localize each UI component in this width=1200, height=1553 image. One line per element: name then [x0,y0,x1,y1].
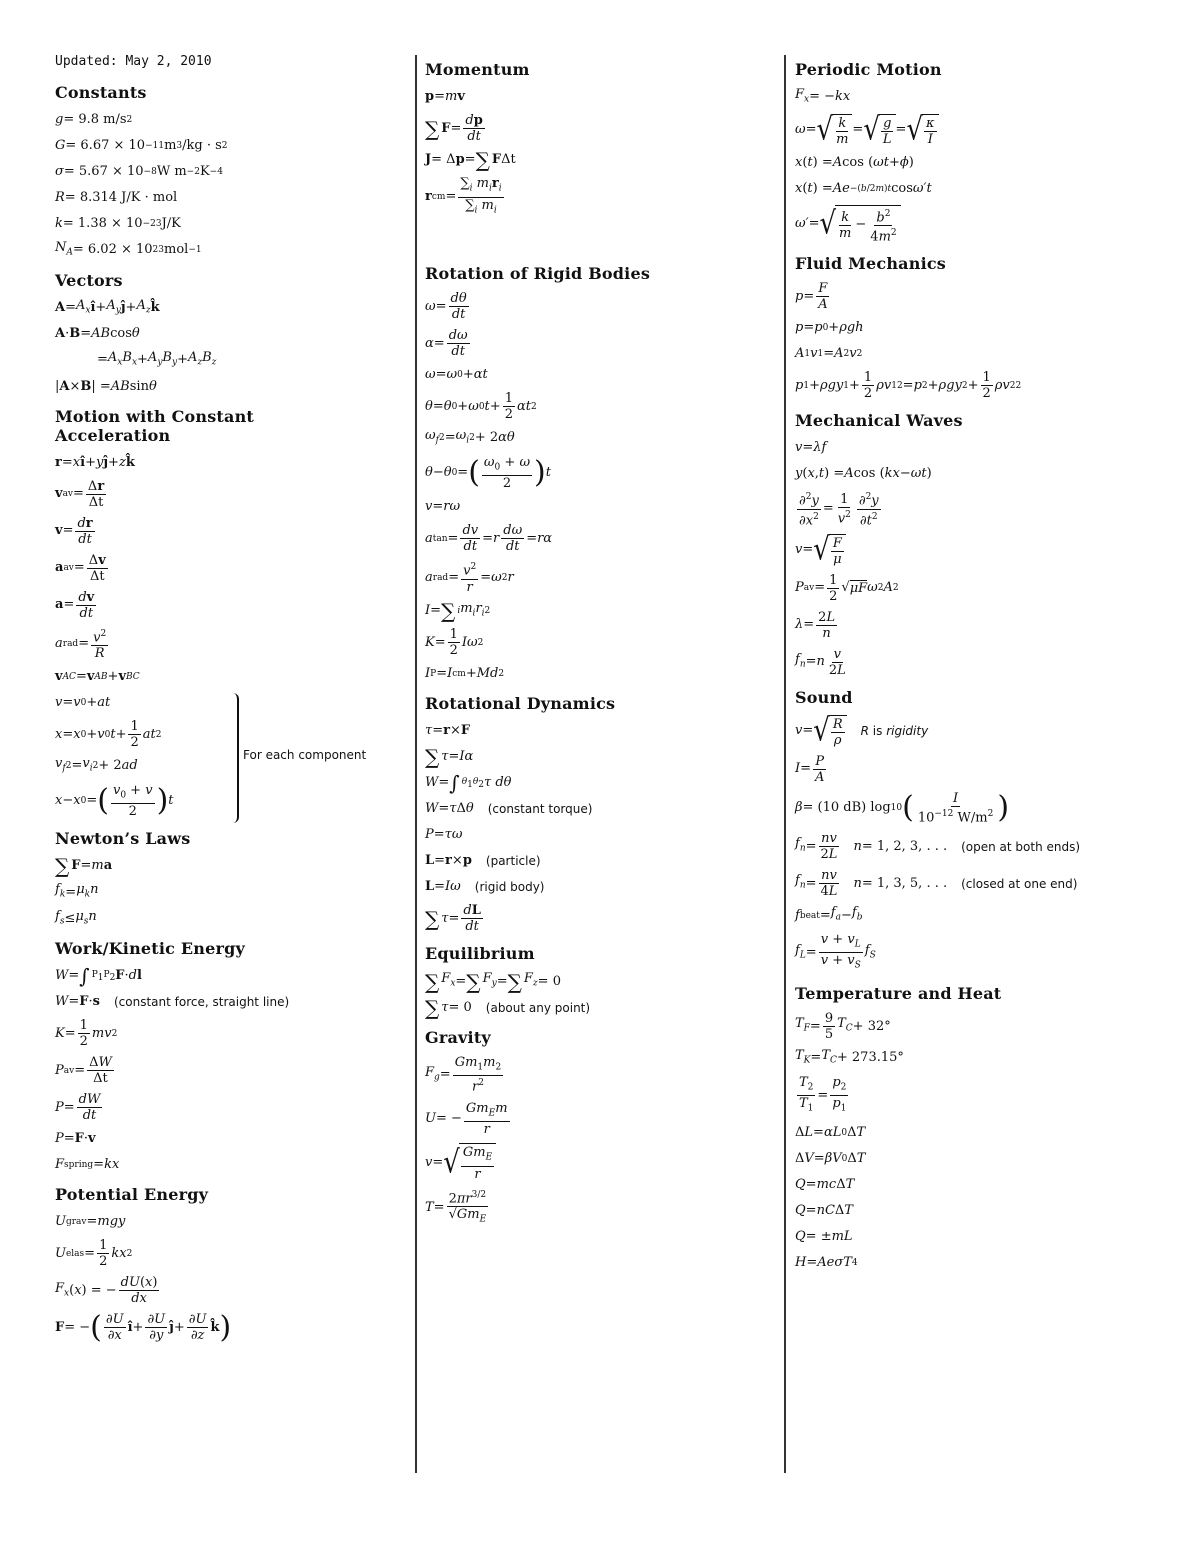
section-heading: Momentum [425,60,530,79]
equation: $f_s$ ≤ $\mu_sn$ [55,908,97,927]
equation: y ( x , t ) = A cos ( kx − ωt ) [795,466,932,482]
right-brace-icon [227,693,239,823]
equation: v = v 0 + at [55,695,111,711]
equation: $f_n$ = $\frac{nv}{4L}$ n = 1, 3, 5, . . . (closed at one end) [795,868,1078,900]
equation: ω = √ $\frac{k}{m}$ = √ $\frac{g}{L}$ = √ $\frac{\kappa}{I}$ [795,114,1185,147]
equation: P av = $\frac{1}{2}$ √ μF ω 2 A 2 [795,572,899,604]
equation: ∑ F = m a [55,854,113,879]
section-heading: Periodic Motion [795,60,942,79]
equation: x − x 0 = ( $\frac{v_0 + v}{2}$ ) t [55,782,174,820]
equation: ω′ = √ $\frac{k}{m}$ − $\frac{b^2}{4m^2}$ [795,205,1185,245]
equation: r cm = $\frac{\sum_i m_ir_i}{\sum_i m_i}$ [425,176,502,216]
section-periodic-motion [795,60,1185,244]
equation: L = r × p (particle) [425,853,541,869]
section-gravity [425,1028,775,1228]
equation: F = − ( $\frac{\partial U}{\partial x}$ î + $\frac{\partial U}{\partial y}$ ĵ + $\frac{\partial U}{\partial z}$ k̂ ) [55,1309,232,1345]
section-heading: Rotational Dynamics [425,694,616,714]
column-divider [784,55,786,1473]
equation: x ( t ) = Ae −(b/2m)t cos ω′t [795,180,932,196]
equation: H = AeσT 4 [795,1254,858,1270]
section-heading: Newton’s Laws [55,829,191,849]
section-fluid-mechanics [795,254,1185,401]
equation: v = √ $\frac{R}{\rho}$ R is rigidity [795,713,929,750]
equation: F spring = kx [55,1157,120,1173]
equation: I = $\frac{P}{A}$ [795,753,825,785]
equation: U = − $\frac{Gm_Em}{r}$ [425,1100,508,1138]
section-heading: Sound [795,687,853,707]
equation: W = ∫ $P_1$ $P_2$ F · d l [55,964,142,989]
equation: $T_K$ = $T_C$ + 273.15° [795,1048,904,1066]
equation: $\omega_f$ 2 = $\omega_i$ 2 + 2 αθ [425,428,515,446]
equation: Δ L = αL 0 Δ T [795,1124,866,1140]
equation: θ = θ 0 + ω 0 t + $\frac{1}{2}$ αt 2 [425,391,537,423]
equation: G = 6.67 × 10 −11 m 3 /kg · s 2 [55,138,228,153]
section-newton-s-laws [55,829,405,929]
column-sections [425,60,775,1228]
equation: Q = mc Δ T [795,1176,855,1192]
equation: | A × B | = AB sin θ [55,378,157,394]
equation: v AC = v AB + v BC [55,669,140,685]
equation: U elas = $\frac{1}{2}$ kx 2 [55,1238,133,1270]
section-heading: Fluid Mechanics [795,254,946,274]
equation: β = (10 dB) log 10 ( $\frac{I}{10^{-12} W/m^2}$ ) [795,790,1010,826]
equation: $F_x$ = − kx [795,87,851,105]
equation: P av = $\frac{\Delta W}{\Delta t}$ [55,1055,112,1087]
section-heading: Work/Kinetic Energy [55,939,245,959]
equation: L = Iω (rigid body) [425,879,545,895]
equation: = $A_xB_x$ + $A_yB_y$ + $A_zB_z$ [97,350,217,368]
equation: I = ∑ i $m_ir_i$ 2 [425,599,491,623]
section-constants [55,83,405,261]
equation: a rad = $\frac{v^2}{R}$ [55,628,107,662]
equation: Δ V = βV 0 Δ T [795,1150,866,1166]
equation: a av = $\frac{\Delta v}{\Delta t}$ [55,552,106,584]
section-heading: Constants [55,83,147,102]
equation: U grav = mgy [55,1214,126,1230]
column-1 [55,50,405,1349]
brace-label: For each component [243,748,367,763]
equation: P = $\frac{dW}{dt}$ [55,1092,101,1124]
equation: I P = I cm + Md 2 [425,666,505,682]
equation: W = ∫ $\theta_1$ $\theta_2$ τ dθ [425,771,512,796]
section-heading: Temperature and Heat [795,984,1002,1004]
column-divider [415,55,417,1473]
equation: $F_x$ ( x ) = − $\frac{dU(x)}{dx}$ [55,1275,158,1307]
equation: a rad = $\frac{v^2}{r}$ = ω 2 r [425,562,514,595]
equation: A 1 v 1 = A 2 v 2 [795,346,863,362]
equation: P = F · v [55,1131,96,1147]
equation: R = 8.314 J/K · mol [55,190,178,205]
equation: v = rω [425,499,461,515]
spacer [425,224,775,254]
equation: a tan = $\frac{dv}{dt}$ = r $\frac{d\omega}{dt}$ = rα [425,523,553,555]
equation: r = x î + y ĵ + z k̂ [55,454,135,470]
equation: T = $\frac{2\pi r^{3/2}}{√Gm_E}$ [425,1190,487,1225]
equation: $f_n$ = $\frac{nv}{2L}$ n = 1, 2, 3, . . . (open at both ends) [795,831,1081,863]
section-equilibrium [425,944,775,1018]
column-3 [795,50,1185,1279]
column-sections [795,60,1185,1273]
equation: A = $A_x$ î + $A_y$ ĵ + $A_z$ k̂ [55,297,160,316]
section-rotational-dynamics [425,694,775,934]
section-work-kinetic-energy [55,939,405,1175]
updated-date: Updated: May 2, 2010 [55,54,212,69]
equation: Q = nC Δ T [795,1202,853,1218]
section-mechanical-waves [795,411,1185,678]
equation: α = $\frac{d\omega}{dt}$ [425,328,468,360]
equation: P = τω [425,827,463,843]
equation: ω = ω 0 + αt [425,367,488,383]
equation: $N_A$ = 6.02 × 10 23 mol −1 [55,240,202,258]
equation: J = Δ p = ∑ F Δt [425,148,516,172]
equation: ∑ F = $\frac{dp}{dt}$ [425,113,483,144]
equation: v av = $\frac{\Delta r}{\Delta t}$ [55,478,105,510]
equation: p = p 0 + ρgh [795,320,864,336]
equation: k = 1.38 × 10 −23 J/K [55,216,181,231]
equation: $\frac{\partial^2y}{\partial x^2}$ = $\frac{1}{v^2}$ $\frac{\partial^2y}{\partial t^2}$ [799,491,879,528]
equation: p = m v [425,89,465,104]
equation: $f_k$ = $\mu_kn$ [55,882,99,900]
equation: ∑ τ = Iα [425,745,474,770]
equation: $\frac{T_2}{T_1}$ = $\frac{p_2}{p_1}$ [799,1074,847,1114]
equation: v = λf [795,440,827,456]
equation: W = F · s (constant force, straight line) [55,994,290,1010]
equation: K = $\frac{1}{2}$ Iω 2 [425,627,484,659]
equation: ω = $\frac{d\theta}{dt}$ [425,291,467,323]
section-potential-energy [55,1185,405,1343]
section-rotation-of-rigid-bodies [425,264,775,684]
column-2 [425,50,775,1234]
equation: x ( t ) = A cos ( ωt + ϕ ) [795,154,914,170]
section-momentum [425,60,775,254]
section-heading: Potential Energy [55,1185,209,1205]
equation: $f_L$ = $\frac{v + v_L}{v + v_S}$ $f_S$ [795,931,876,972]
equation: Q = ± mL [795,1228,853,1244]
section-motion-with-constant-acceleration [55,407,405,820]
equation: ∑ $F_x$ = ∑ $F_y$ = ∑ $F_z$ = 0 [425,969,561,994]
section-heading: Gravity [425,1027,491,1047]
equation: ∑ τ = $\frac{dL}{dt}$ [425,903,481,935]
equation: λ = $\frac{2L}{n}$ [795,609,836,641]
equation: τ = r × F [425,723,471,739]
section-heading: Equilibrium [425,944,535,964]
component-equations-group [55,693,405,819]
equation: a = $\frac{dv}{dt}$ [55,589,95,621]
equation: $T_F$ = $\frac{9}{5}$ $T_C$ + 32° [795,1011,891,1043]
section-heading: Rotation of Rigid Bodies [425,264,651,284]
equation: $v_f$ 2 = $v_i$ 2 + 2 ad [55,756,138,774]
section-sound [795,688,1185,974]
equation: x = x 0 + v 0 t + $\frac{1}{2}$ at 2 [55,719,162,751]
equation: θ − θ 0 = ( $\frac{\omega_0 + \omega}{2}$ ) t [425,454,551,492]
equation: g = 9.8 m/s 2 [55,112,133,127]
section-heading: Mechanical Waves [795,411,963,431]
column-sections [55,83,405,1343]
equation: K = $\frac{1}{2}$ mv 2 [55,1018,118,1050]
equation: p = $\frac{F}{A}$ [795,281,828,313]
equation: v = $\frac{dr}{dt}$ [55,515,93,547]
equation: $F_g$ = $\frac{Gm_1m_2}{r^2}$ [425,1054,502,1095]
equation: W = τ Δ θ (constant torque) [425,801,593,817]
equation: f beat = $f_a$ − $f_b$ [795,905,863,923]
equation: ∑ τ = 0 (about any point) [425,995,591,1020]
section-heading: Motion with Constant Acceleration [55,406,254,445]
equation: $f_n$ = n $\frac{v}{2L}$ [795,646,846,678]
equation: v = √ $\frac{Gm_E}{r}$ [425,1143,775,1182]
equation: σ = 5.67 × 10 −8 W m −2 K −4 [55,164,223,179]
equation: p 1 + ρgy 1 + $\frac{1}{2}$ ρv 1 2 = p 2 + ρgy 2 + $\frac{1}{2}$ ρv 2 2 [795,370,1022,402]
equation: v = √ $\frac{F}{\mu}$ [795,534,1185,567]
equation: A · B = AB cos θ [55,326,140,342]
section-temperature-and-heat [795,984,1185,1273]
section-heading: Vectors [55,270,123,290]
section-vectors [55,271,405,397]
